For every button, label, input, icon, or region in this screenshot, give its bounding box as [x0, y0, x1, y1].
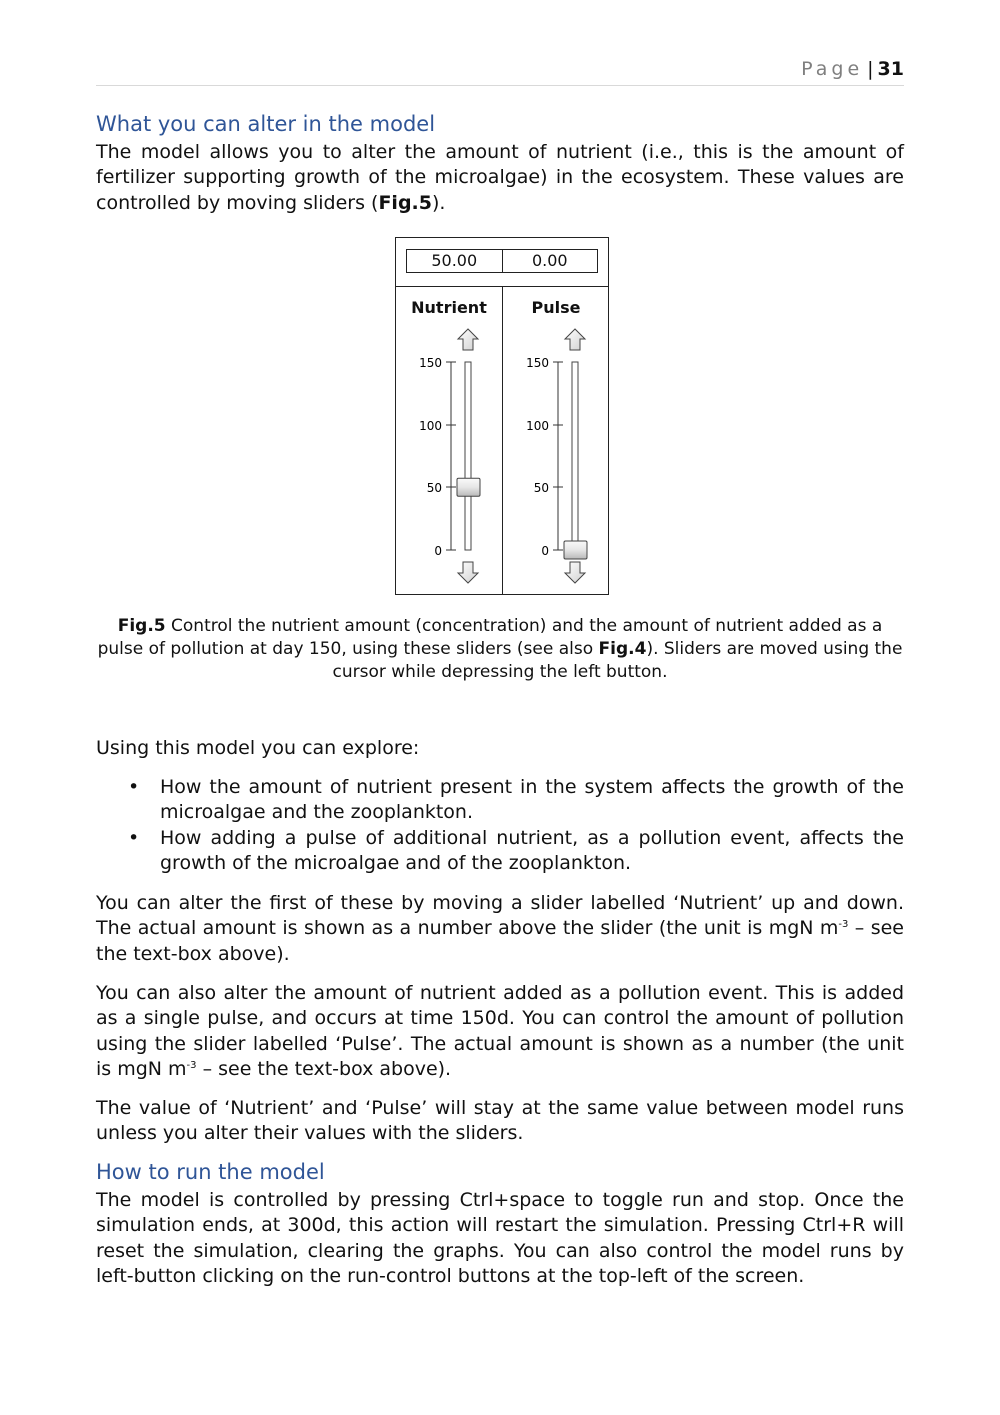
page-header	[96, 58, 904, 86]
fig5-reference: Fig.5	[378, 191, 432, 214]
pulse-slider[interactable]	[526, 329, 587, 583]
nutrient-slider[interactable]	[419, 329, 480, 583]
pulse-tick-label: 0	[541, 544, 549, 558]
list-item: • How adding a pulse of additional nutrient, as a pollution event, affects the growth of the microalgae and of the zooplankton.	[128, 826, 904, 875]
pulse-tick-label: 100	[526, 419, 549, 433]
nutrient-down-arrow-icon[interactable]	[458, 562, 478, 583]
run-paragraph: The model is controlled by pressing Ctrl+space to toggle run and stop. Once the simulation ends, at 300d, this action will restart the simulation. Pressing Ctrl+R will reset the simulation, clearing the graphs. You can also control the model runs by left-button clicking on the run-control buttons at the top-left of the screen.	[96, 1189, 904, 1288]
sliders-graphic	[396, 238, 608, 594]
bullet-icon: •	[128, 826, 140, 849]
nutrient-tick-label: 100	[419, 419, 442, 433]
pulse-tick-label: 50	[533, 481, 549, 495]
nutrient-paragraph: You can alter the first of these by moving a slider labelled ‘Nutrient’ up and down. The actual amount is shown as a number above the slider (the unit is mgN $m^{-3}$ – see the text-box above).	[96, 892, 905, 965]
page-number: 31	[877, 58, 904, 80]
section-title-alter: What you can alter in the model	[96, 112, 436, 136]
explore-intro: Using this model you can explore:	[96, 737, 420, 759]
list-item: • How the amount of nutrient present in the system affects the growth of the microalgae and the zooplankton.	[128, 776, 904, 824]
nutrient-tick-label: 150	[419, 356, 442, 370]
pulse-down-arrow-icon[interactable]	[565, 562, 585, 583]
explore-list	[96, 775, 904, 877]
pulse-tick-label: 150	[526, 356, 549, 370]
section-title-run: How to run the model	[96, 1160, 325, 1184]
pulse-value-display: 0.00	[502, 250, 598, 272]
page-separator: |	[867, 58, 874, 80]
pulse-up-arrow-icon[interactable]	[565, 329, 585, 350]
intro-paragraph: The model allows you to alter the amount of nutrient (i.e., this is the amount of fertilizer supporting growth of the microalgae) in the ecosystem. These values are controlled by moving sliders (Fig.5).	[96, 141, 904, 214]
slider-control-panel	[395, 237, 609, 595]
nutrient-up-arrow-icon[interactable]	[458, 329, 478, 350]
nutrient-tick-label: 50	[426, 481, 442, 495]
nutrient-slider-track[interactable]	[465, 362, 471, 550]
nutrient-slider-thumb[interactable]	[457, 478, 480, 496]
page-word: Page	[801, 58, 864, 80]
figure-caption: Fig.5 Control the nutrient amount (concentration) and the amount of nutrient added as a pulse of pollution at day 150, using these sliders (see also Fig.4). Sliders are moved using the cursor while depressing the left button.	[97, 616, 903, 682]
bullet-icon: •	[128, 776, 140, 798]
pulse-slider-label: Pulse	[531, 298, 581, 317]
pulse-slider-thumb[interactable]	[564, 541, 587, 559]
persist-paragraph: The value of ‘Nutrient’ and ‘Pulse’ will stay at the same value between model runs unless you alter their values with the sliders.	[96, 1097, 904, 1145]
nutrient-slider-label: Nutrient	[411, 298, 487, 317]
pulse-slider-track[interactable]	[572, 362, 578, 550]
pulse-paragraph: You can also alter the amount of nutrient added as a pollution event. This is added as a single pulse, and occurs at time 150d. You can control the amount of pollution using the slider labelled ‘Pulse’. The actual amount is shown as a number (the unit is mgN $m^{-3}$ – see the text-box above).	[96, 982, 904, 1081]
nutrient-tick-label: 0	[434, 544, 442, 558]
nutrient-value-display: 50.00	[431, 251, 478, 270]
